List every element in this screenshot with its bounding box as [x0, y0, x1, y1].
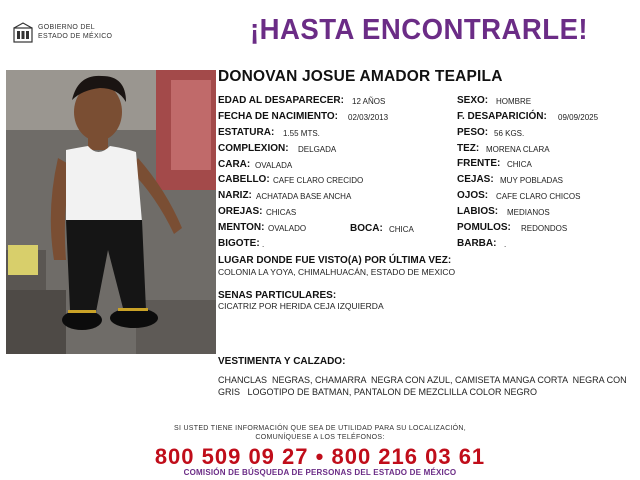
cara-value: OVALADA — [255, 161, 293, 170]
seal-icon — [12, 22, 34, 44]
edad-value: 12 AÑOS — [352, 97, 386, 106]
edad-label: EDAD AL DESAPARECER: — [218, 95, 344, 106]
senas-label: SENAS PARTICULARES: — [218, 290, 337, 301]
ojos-label: OJOS: — [457, 190, 489, 201]
cabello-value: CAFE CLARO CRECIDO — [273, 176, 364, 185]
barba-label: BARBA: — [457, 238, 497, 249]
estatura-value: 1.55 MTS. — [283, 129, 320, 138]
desaparicion-label: F. DESAPARICIÓN: — [457, 111, 547, 122]
vestimenta-label: VESTIMENTA Y CALZADO: — [218, 356, 346, 367]
contact-info-line1: SI USTED TIENE INFORMACIÓN QUE SEA DE UTILIDAD PARA SU LOCALIZACIÓN, — [173, 425, 467, 432]
missing-person-photo — [6, 70, 216, 354]
bigote-label: BIGOTE: — [218, 238, 260, 249]
bigote-value: . — [262, 240, 265, 249]
lugar-label: LUGAR DONDE FUE VISTO(A) POR ÚLTIMA VEZ: — [218, 255, 452, 266]
menton-value: OVALADO — [268, 224, 307, 233]
photo-illustration — [6, 70, 216, 354]
tez-label: TEZ: — [457, 143, 480, 154]
person-name: DONOVAN JOSUE AMADOR TEAPILA — [218, 68, 503, 85]
boca-value: CHICA — [389, 225, 414, 234]
sexo-value: HOMBRE — [496, 97, 532, 106]
headline: ¡HASTA ENCONTRARLE! — [250, 14, 589, 46]
logo-line1: GOBIERNO DEL — [38, 24, 95, 31]
estatura-label: ESTATURA: — [218, 127, 275, 138]
frente-label: FRENTE: — [457, 158, 501, 169]
menton-label: MENTON: — [218, 222, 265, 233]
nacimiento-value: 02/03/2013 — [348, 113, 389, 122]
complexion-value: DELGADA — [298, 145, 337, 154]
labios-value: MEDIANOS — [507, 208, 550, 217]
phone-numbers — [0, 444, 640, 470]
lugar-value: COLONIA LA YOYA, CHIMALHUACÁN, ESTADO DE MEXICO — [218, 267, 456, 277]
labios-label: LABIOS: — [457, 206, 499, 217]
cejas-label: CEJAS: — [457, 174, 494, 185]
pomulos-value: REDONDOS — [521, 224, 568, 233]
desaparicion-value: 09/09/2025 — [558, 113, 599, 122]
sexo-label: SEXO: — [457, 95, 489, 106]
vestimenta-value: CHANCLAS NEGRAS, CHAMARRA NEGRA CON AZUL, CAMISETA MANGA CORTA NEGRA CON GRIS LOGOTIPO DE BATMAN, PANTALON DE MEZCLILLA COLOR NEGRO — [218, 375, 630, 397]
orejas-label: OREJAS: — [218, 206, 263, 217]
complexion-label: COMPLEXION: — [218, 143, 289, 154]
phone-number-1[interactable]: 800 509 09 27 — [154, 444, 309, 469]
government-logo — [12, 18, 122, 46]
phone-separator: • — [315, 444, 325, 469]
cejas-value: MUY POBLADAS — [500, 176, 563, 185]
barba-value: . — [504, 240, 507, 249]
cabello-label: CABELLO: — [218, 174, 270, 185]
frente-value: CHICA — [507, 160, 532, 169]
peso-value: 56 KGS. — [494, 129, 525, 138]
orejas-value: CHICAS — [266, 208, 297, 217]
footer-commission: COMISIÓN DE BÚSQUEDA DE PERSONAS DEL ESTADO DE MÉXICO — [183, 468, 457, 477]
logo-line2: ESTADO DE MÉXICO — [38, 33, 113, 40]
contact-info-line2: COMUNÍQUESE A LOS TELÉFONOS: — [255, 434, 385, 441]
ojos-value: CAFE CLARO CHICOS — [496, 192, 581, 201]
peso-label: PESO: — [457, 127, 489, 138]
pomulos-label: POMULOS: — [457, 222, 511, 233]
nacimiento-label: FECHA DE NACIMIENTO: — [218, 111, 338, 122]
boca-label: BOCA: — [350, 223, 383, 234]
nariz-label: NARIZ: — [218, 190, 252, 201]
phone-number-2[interactable]: 800 216 03 61 — [331, 444, 486, 469]
senas-value: CICATRIZ POR HERIDA CEJA IZQUIERDA — [218, 301, 384, 311]
cara-label: CARA: — [218, 159, 251, 170]
nariz-value: ACHATADA BASE ANCHA — [256, 192, 352, 201]
tez-value: MORENA CLARA — [486, 145, 550, 154]
